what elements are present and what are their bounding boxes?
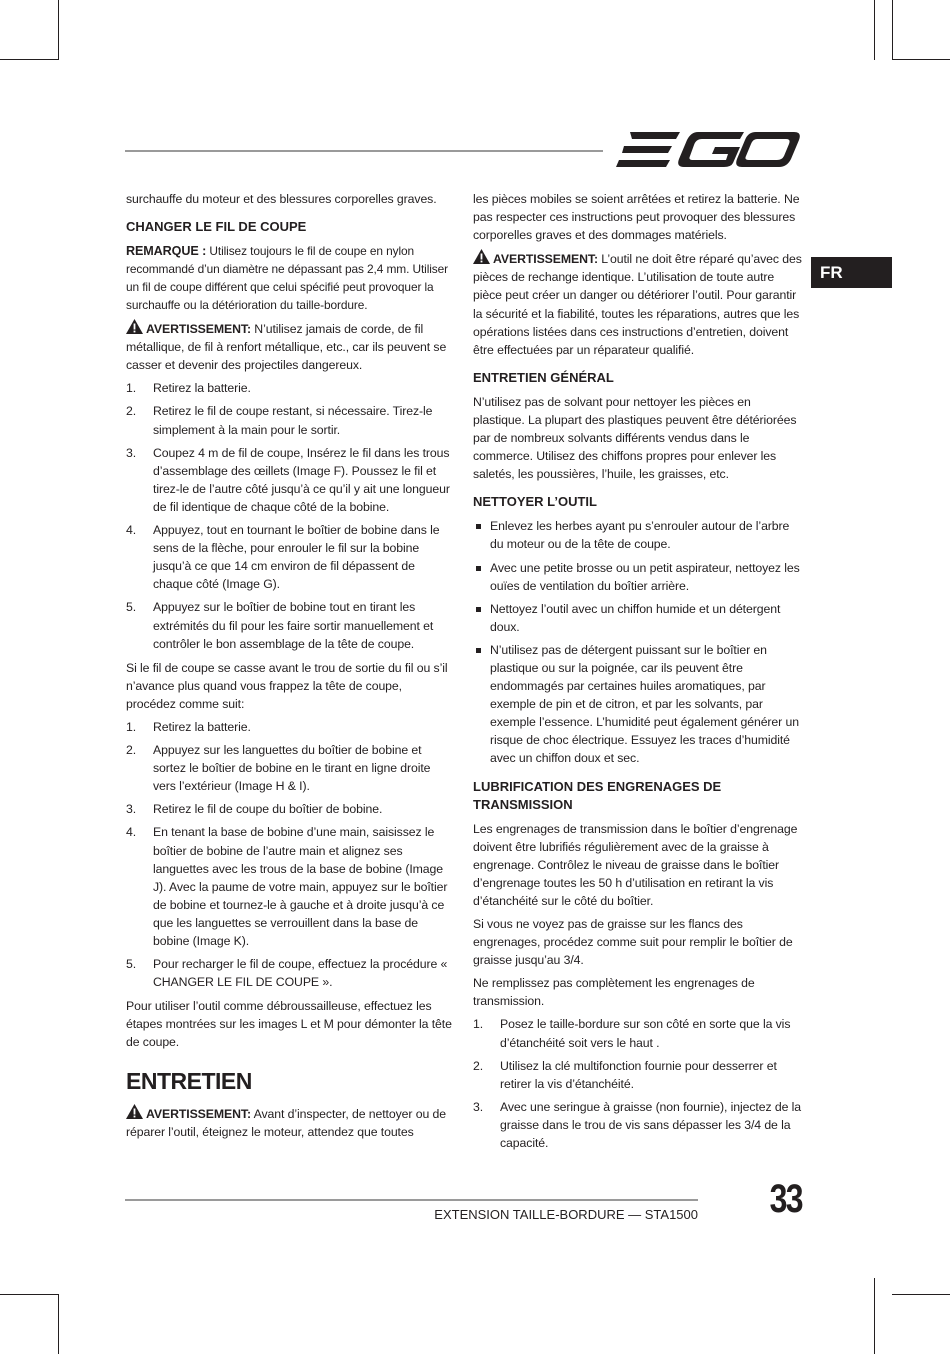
crop-mark bbox=[58, 0, 59, 60]
chapter-heading: ENTRETIEN bbox=[126, 1067, 252, 1094]
paragraph: Si le fil de coupe se casse avant le trou de sortie du fil ou s’il n’avance plus quand vous frappez la tête de coupe, procédez comme suit: bbox=[126, 660, 448, 711]
section-heading: NETTOYER L’OUTIL bbox=[473, 494, 597, 510]
section-heading: LUBRIFICATION DES ENGRENAGES DE TRANSMISSION bbox=[473, 778, 722, 812]
crop-mark bbox=[0, 1294, 59, 1295]
section-heading: ENTRETIEN GÉNÉRAL bbox=[473, 369, 614, 385]
list-item bbox=[473, 517, 803, 553]
step-number: 4. bbox=[126, 825, 137, 840]
step-text: Posez le taille-bordure sur son côté en sorte que la vis d’étanchéité soit vers le haut . bbox=[500, 1017, 791, 1050]
step-text: Pour recharger le fil de coupe, effectuez la procédure « CHANGER LE FIL DE COUPE ». bbox=[153, 957, 448, 990]
step-list bbox=[126, 379, 453, 652]
list-item bbox=[473, 1098, 803, 1152]
paragraph: Si vous ne voyez pas de graisse sur les flancs des engrenages, procédez comme suit pour remplir le boîtier de graisse jusqu’au 3/4. bbox=[473, 917, 793, 968]
list-item bbox=[473, 559, 803, 595]
warning-label: AVERTISSEMENT: bbox=[146, 322, 251, 337]
crop-mark bbox=[58, 1294, 59, 1354]
crop-mark bbox=[874, 0, 875, 60]
list-item bbox=[126, 718, 453, 736]
step-text: Coupez 4 m de fil de coupe, Insérez le fil dans les trous d’assemblage des œillets (Image F). Poussez le fil et tirez-le de l’autre côté jusqu’à ce qu’il y ait une longueur de fil identique de chaque côté de la bobine. bbox=[153, 445, 450, 514]
crop-mark bbox=[0, 59, 59, 60]
warning-text: N’utilisez jamais de corde, de fil métallique, de fil à renfort métallique, etc., car ils peuvent se casser et devenir des projectiles dangereux. bbox=[126, 322, 447, 373]
list-item bbox=[126, 800, 453, 818]
step-list bbox=[126, 718, 453, 991]
bullet-text: Avec une petite brosse ou un petit aspirateur, nettoyez les ouïes de ventilation du boîtier arrière. bbox=[490, 560, 800, 593]
crop-mark bbox=[874, 1294, 875, 1354]
paragraph: surchauffe du moteur et des blessures corporelles graves. bbox=[126, 192, 437, 206]
paragraph: Pour utiliser l’outil comme débroussailleuse, effectuez les étapes montrées sur les images L et M pour démonter la tête de coupe. bbox=[126, 999, 452, 1050]
step-text: Retirez la batterie. bbox=[153, 719, 251, 734]
step-text: Retirez le fil de coupe du boîtier de bobine. bbox=[153, 802, 383, 817]
warning bbox=[473, 249, 803, 359]
step-number: 2. bbox=[473, 1058, 484, 1073]
bullet-text: N’utilisez pas de détergent puissant sur le boîtier en plastique ou sur la poignée, car ils peuvent être endommagés par certaines huiles aromatiques, par exemple de pin et de citron, et par les solvants, par exemple l’essence. L’humidité peut également générer un risque de choc électrique. Essuyez les traces d’humidité avec un chiffon doux et sec. bbox=[490, 642, 799, 766]
list-item bbox=[126, 741, 453, 795]
bullet-text: Enlevez les herbes ayant pu s’enrouler autour de l’arbre du moteur ou de la tête de coupe. bbox=[490, 519, 790, 552]
step-number: 1. bbox=[126, 381, 137, 396]
list-item bbox=[126, 955, 453, 991]
step-text: Appuyez sur le boîtier de bobine tout en tirant les extrémités du fil pour les faire sortir manuellement et contrôler le bon assemblage de la tête de coupe. bbox=[153, 600, 434, 651]
step-number: 3. bbox=[126, 445, 137, 460]
note-text: Utilisez toujours le fil de coupe en nylon recommandé d’un diamètre ne dépassant pas 2,4 mm. Utiliser un fil de coupe différent que celui spécifié peut provoquer la surchauffe ou la détérioration du taille-bordure. bbox=[126, 244, 449, 313]
warning-icon bbox=[126, 1104, 143, 1119]
bullet-text: Nettoyez l’outil avec un chiffon humide et un détergent doux. bbox=[490, 601, 781, 634]
paragraph: N’utilisez pas de solvant pour nettoyer les pièces en plastique. La plupart des plastiques peuvent être détériorées par de nombreux solvants différents vendus dans le commerce. Utilisez des chiffons propres pour enlever les saletés, les poussières, l’huile, les graisses, etc. bbox=[473, 394, 797, 482]
step-number: 2. bbox=[126, 404, 137, 419]
crop-mark bbox=[892, 0, 893, 60]
step-number: 3. bbox=[473, 1099, 484, 1114]
step-text: Utilisez la clé multifonction fournie pour desserrer et retirer la vis d’étanchéité. bbox=[500, 1058, 777, 1091]
footer-rule bbox=[125, 1199, 698, 1201]
page-number: 33 bbox=[769, 1177, 802, 1221]
list-item bbox=[126, 823, 453, 950]
bullet-icon bbox=[476, 524, 481, 529]
step-text: Avec une seringue à graisse (non fournie), injectez de la graisse dans le trou de vis sans dépasser les 3/4 de la capacité. bbox=[500, 1099, 801, 1151]
warning-icon bbox=[473, 249, 490, 264]
step-number: 5. bbox=[126, 957, 137, 972]
crop-mark bbox=[874, 1278, 875, 1294]
note-label: REMARQUE : bbox=[126, 244, 207, 259]
right-column bbox=[473, 190, 803, 1158]
footer-product: EXTENSION TAILLE-BORDURE — STA1500 bbox=[434, 1207, 698, 1222]
header-rule bbox=[125, 150, 603, 152]
bullet-icon bbox=[476, 607, 481, 612]
warning-label: AVERTISSEMENT: bbox=[493, 252, 598, 267]
step-text: Appuyez sur les languettes du boîtier de bobine et sortez le boîtier de bobine en le tirant en ligne droite vers l’extérieur (Image H & I). bbox=[153, 743, 431, 794]
step-number: 1. bbox=[126, 719, 137, 734]
step-text: Retirez la batterie. bbox=[153, 381, 251, 396]
step-text: Retirez le fil de coupe restant, si nécessaire. Tirez-le simplement à la main pour le sortir. bbox=[153, 404, 433, 437]
crop-mark bbox=[892, 59, 950, 60]
note bbox=[126, 242, 453, 314]
bullet-list bbox=[473, 517, 803, 767]
list-item bbox=[126, 598, 453, 652]
warning bbox=[126, 319, 453, 374]
language-tab: FR bbox=[811, 257, 892, 288]
bullet-icon bbox=[476, 566, 481, 571]
crop-mark bbox=[892, 1294, 950, 1295]
list-item bbox=[126, 379, 453, 397]
list-item bbox=[473, 1057, 803, 1093]
step-number: 1. bbox=[473, 1017, 484, 1032]
list-item bbox=[126, 444, 453, 516]
warning-text: L’outil ne doit être réparé qu’avec des pièces de rechange identique. L’utilisation de toute autre pièce peut créer un danger ou détériorer l’outil. Pour garantir la sécurité et la fiabilité, toutes les réparations, autres que les opérations listées dans ces instructions d’entretien, doivent être effectuées par un réparateur qualifié. bbox=[473, 252, 802, 357]
paragraph: Les engrenages de transmission dans le boîtier d’engrenage doivent être lubrifiés régulièrement avec de la graisse à engrenage. Contrôlez le niveau de graisse dans le boîtier d’engrenage toutes les 50 h d’utilisation en retirant la vis d’étanchéité sur le côté du boîtier. bbox=[473, 821, 798, 908]
warning-icon bbox=[126, 319, 143, 334]
step-number: 2. bbox=[126, 743, 137, 758]
warning-text: Avant d’inspecter, de nettoyer ou de réparer l’outil, éteignez le moteur, attendez que toutes bbox=[126, 1106, 446, 1139]
left-column bbox=[126, 190, 453, 1146]
section-heading: CHANGER LE FIL DE COUPE bbox=[126, 219, 307, 235]
list-item bbox=[126, 402, 453, 438]
list-item bbox=[473, 1015, 803, 1051]
step-number: 3. bbox=[126, 802, 137, 817]
bullet-icon bbox=[476, 648, 481, 653]
warning bbox=[126, 1104, 453, 1141]
paragraph: les pièces mobiles se soient arrêtées et retirez la batterie. Ne pas respecter ces instructions peut provoquer des blessures corporelles graves et des dommages matériels. bbox=[473, 192, 800, 243]
paragraph: Ne remplissez pas complètement les engrenages de transmission. bbox=[473, 976, 755, 1009]
step-text: En tenant la base de bobine d’une main, saisissez le boîtier de bobine de l’autre main et alignez ses languettes avec les trous de la base de bobine (Image J). Avec la paume de votre main, appuyez sur le boîtier de bobine et tournez-le à gauche et à droite jusqu’à ce que les languettes se verrouillent dans la base de bobine (Image K). bbox=[153, 825, 448, 948]
step-number: 5. bbox=[126, 600, 137, 615]
warning-label: AVERTISSEMENT: bbox=[146, 1106, 251, 1121]
step-text: Appuyez, tout en tournant le boîtier de bobine dans le sens de la flèche, pour enrouler le fil sur la bobine jusqu’à ce que 14 cm environ de fil dépassent de chaque côté (Image G). bbox=[153, 523, 440, 592]
list-item bbox=[473, 600, 803, 636]
list-item bbox=[126, 521, 453, 593]
step-number: 4. bbox=[126, 523, 137, 538]
ego-logo bbox=[616, 130, 800, 170]
list-item bbox=[473, 641, 803, 768]
step-list bbox=[473, 1015, 803, 1152]
